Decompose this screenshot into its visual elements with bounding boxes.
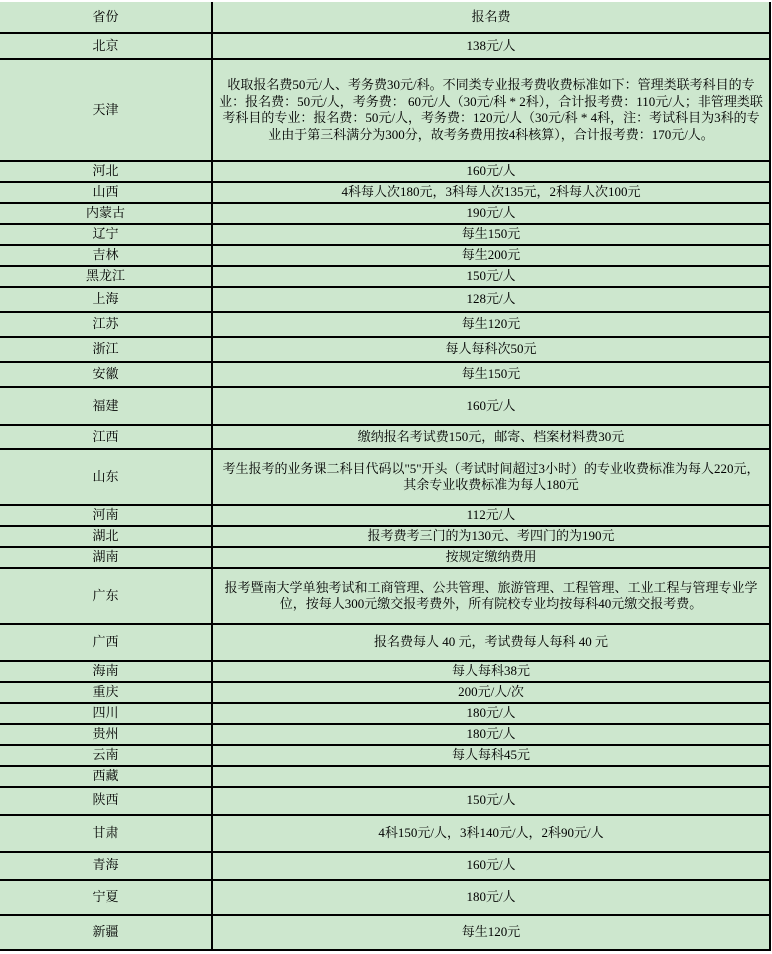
- fee-cell: 每生150元: [212, 224, 770, 245]
- province-cell: 四川: [0, 703, 212, 724]
- province-cell: 浙江: [0, 337, 212, 362]
- table-row: [0, 815, 770, 852]
- province-cell: 湖北: [0, 526, 212, 547]
- province-cell: 北京: [0, 33, 212, 59]
- fee-cell: 150元/人: [212, 266, 770, 287]
- fee-cell: 报考费考三门的为130元、考四门的为190元: [212, 526, 770, 547]
- province-cell: 安徽: [0, 362, 212, 387]
- province-cell: 上海: [0, 287, 212, 312]
- table-row: [0, 526, 770, 547]
- fee-cell: 112元/人: [212, 505, 770, 526]
- fee-cell: 4科150元/人，3科140元/人，2科90元/人: [212, 815, 770, 852]
- table-row: [0, 568, 770, 624]
- fee-cell: 考生报考的业务课二科目代码以"5"开头（考试时间超过3小时）的专业收费标准为每人220元，其余专业收费标准为每人180元: [212, 449, 770, 505]
- fee-cell: 160元/人: [212, 852, 770, 880]
- province-cell: 海南: [0, 661, 212, 682]
- fee-cell: 每生120元: [212, 915, 770, 950]
- province-cell: 福建: [0, 387, 212, 425]
- province-cell: 辽宁: [0, 224, 212, 245]
- fee-cell: 每人每科次50元: [212, 337, 770, 362]
- table-row: [0, 245, 770, 266]
- province-cell: 湖南: [0, 547, 212, 568]
- table-row: [0, 182, 770, 203]
- fee-cell: 缴纳报名考试费150元，邮寄、档案材料费30元: [212, 425, 770, 449]
- table-row: [0, 337, 770, 362]
- fee-cell: 150元/人: [212, 787, 770, 815]
- province-cell: 广东: [0, 568, 212, 624]
- province-cell: 甘肃: [0, 815, 212, 852]
- table-row: [0, 547, 770, 568]
- fee-cell: 按规定缴纳费用: [212, 547, 770, 568]
- fee-cell: 180元/人: [212, 703, 770, 724]
- province-cell: 内蒙古: [0, 203, 212, 224]
- table-row: [0, 449, 770, 505]
- province-cell: 宁夏: [0, 880, 212, 915]
- table-row: [0, 505, 770, 526]
- table-row: [0, 624, 770, 661]
- province-cell: 吉林: [0, 245, 212, 266]
- col-header-fee: 报名费: [212, 2, 770, 33]
- fee-cell: 报名费每人 40 元，考试费每人每科 40 元: [212, 624, 770, 661]
- province-cell: 黑龙江: [0, 266, 212, 287]
- col-header-province: 省份: [0, 2, 212, 33]
- table-row: [0, 682, 770, 703]
- fee-cell: 每人每科38元: [212, 661, 770, 682]
- table-row: [0, 224, 770, 245]
- table-row: [0, 703, 770, 724]
- fee-cell: 180元/人: [212, 880, 770, 915]
- fee-cell: [212, 766, 770, 787]
- table-row: [0, 915, 770, 950]
- table-row: [0, 59, 770, 161]
- province-cell: 重庆: [0, 682, 212, 703]
- table-row: [0, 724, 770, 745]
- fee-cell: 200元/人/次: [212, 682, 770, 703]
- province-cell: 山东: [0, 449, 212, 505]
- table-row: [0, 266, 770, 287]
- province-cell: 山西: [0, 182, 212, 203]
- table-body: [0, 33, 770, 950]
- table-header: [0, 2, 770, 33]
- table-row: [0, 362, 770, 387]
- fee-cell: 190元/人: [212, 203, 770, 224]
- fee-cell: 每人每科45元: [212, 745, 770, 766]
- table-row: [0, 425, 770, 449]
- table-row: [0, 387, 770, 425]
- province-cell: 西藏: [0, 766, 212, 787]
- table-row: [0, 745, 770, 766]
- province-cell: 广西: [0, 624, 212, 661]
- table-row: [0, 880, 770, 915]
- province-cell: 陕西: [0, 787, 212, 815]
- table-row: [0, 787, 770, 815]
- table-row: [0, 161, 770, 182]
- province-cell: 江西: [0, 425, 212, 449]
- fee-cell: 每生200元: [212, 245, 770, 266]
- fee-cell: 128元/人: [212, 287, 770, 312]
- table-row: [0, 312, 770, 337]
- province-cell: 贵州: [0, 724, 212, 745]
- table-row: [0, 203, 770, 224]
- table-row: [0, 33, 770, 59]
- registration-fee-table: [0, 2, 771, 951]
- province-cell: 新疆: [0, 915, 212, 950]
- table-row: [0, 287, 770, 312]
- fee-cell: 每生150元: [212, 362, 770, 387]
- fee-cell: 138元/人: [212, 33, 770, 59]
- province-cell: 江苏: [0, 312, 212, 337]
- fee-cell: 180元/人: [212, 724, 770, 745]
- province-cell: 天津: [0, 59, 212, 161]
- fee-cell: 收取报名费50元/人、考务费30元/科。不同类专业报考费收费标准如下：管理类联考科目的专业：报名费：50元/人，考务费： 60元/人（30元/科 * 2科），合计报考费：110元/人；非管理类联考科目的专业：报名费：50元/人，考务费：120元/人（30元/科 * 4科，注：考试科目为3科的专业由于第三科满分为300分，故考务费用按4科核算），合计报考费：170元/人。: [212, 59, 770, 161]
- fee-cell: 160元/人: [212, 387, 770, 425]
- province-cell: 青海: [0, 852, 212, 880]
- fee-cell: 每生120元: [212, 312, 770, 337]
- table-row: [0, 852, 770, 880]
- header-row: [0, 2, 770, 33]
- fee-cell: 160元/人: [212, 161, 770, 182]
- province-cell: 云南: [0, 745, 212, 766]
- province-cell: 河南: [0, 505, 212, 526]
- fee-cell: 4科每人次180元，3科每人次135元，2科每人次100元: [212, 182, 770, 203]
- table-row: [0, 766, 770, 787]
- fee-cell: 报考暨南大学单独考试和工商管理、公共管理、旅游管理、工程管理、工业工程与管理专业学位，按每人300元缴交报考费外，所有院校专业均按每科40元缴交报考费。: [212, 568, 770, 624]
- table-row: [0, 661, 770, 682]
- province-cell: 河北: [0, 161, 212, 182]
